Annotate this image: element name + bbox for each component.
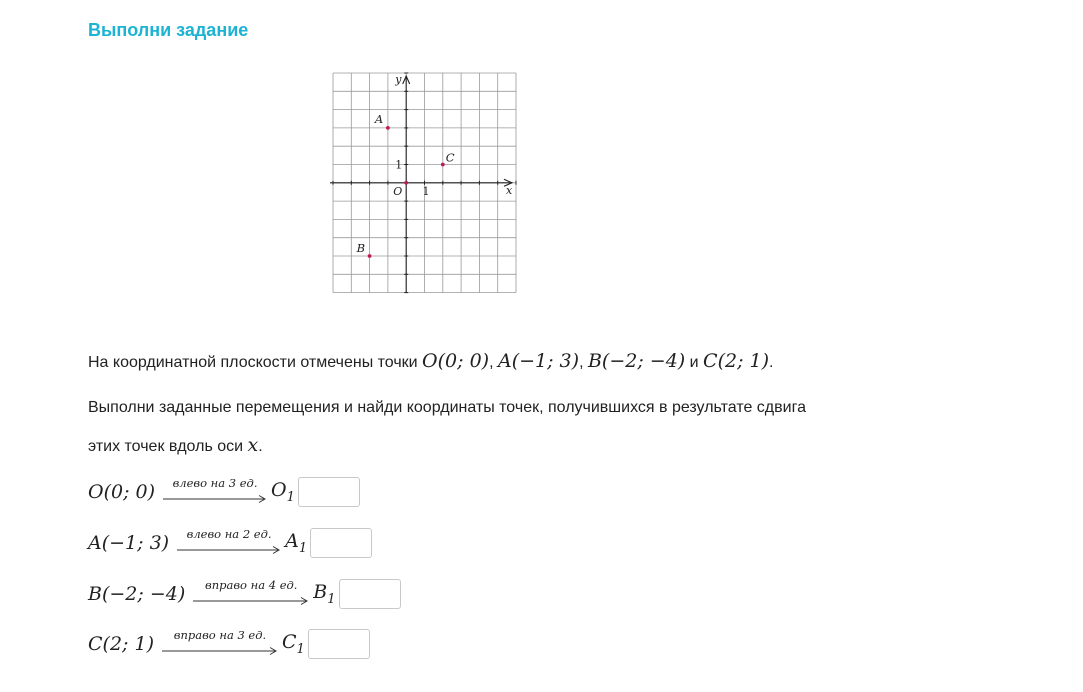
task-result-point bbox=[282, 631, 305, 657]
shift-arrow bbox=[163, 477, 267, 507]
comma: , bbox=[579, 354, 588, 371]
intro-text: На координатной плоскости отмечены точки bbox=[88, 354, 423, 371]
point-label-c: C bbox=[445, 150, 455, 165]
point-label-b: B bbox=[356, 241, 366, 255]
point-o-coords: O(0; 0) bbox=[422, 350, 490, 372]
instruction-line: Выполни заданные перемещения и найди координаты точек, получившихся в результате сдвига bbox=[88, 399, 806, 416]
result-letter: A bbox=[285, 530, 299, 553]
instruction-text: этих точек вдоль оси bbox=[88, 438, 248, 455]
origin-label: O bbox=[393, 184, 403, 198]
result-letter: O bbox=[271, 479, 287, 502]
coordinate-plane bbox=[330, 70, 518, 295]
point-a-coords: A(−1; 3) bbox=[497, 350, 580, 372]
shift-arrow bbox=[177, 528, 281, 558]
task-row bbox=[88, 576, 401, 612]
arrow-right-icon bbox=[162, 647, 278, 655]
period: . bbox=[769, 354, 774, 371]
shift-label: влево на 2 ед. bbox=[186, 527, 272, 541]
result-letter: C bbox=[281, 631, 297, 654]
axis-name: x bbox=[247, 434, 259, 456]
shift-label: вправо на 3 ед. bbox=[173, 628, 267, 642]
point-o bbox=[404, 181, 408, 185]
comma: , bbox=[489, 354, 498, 371]
answer-input-a1[interactable] bbox=[310, 528, 372, 558]
answer-input-o1[interactable] bbox=[298, 477, 360, 507]
point-c bbox=[441, 163, 445, 167]
shift-arrow bbox=[193, 579, 309, 609]
task-result-point bbox=[285, 530, 307, 556]
result-subscript: 1 bbox=[298, 540, 308, 556]
arrow-right-icon bbox=[163, 495, 267, 503]
point-b-coords: B(−2; −4) bbox=[587, 350, 686, 372]
task-from-point: O(0; 0) bbox=[88, 481, 156, 503]
arrow-right-icon bbox=[177, 546, 281, 554]
answer-input-c1[interactable] bbox=[308, 629, 370, 659]
task-result-point bbox=[313, 581, 335, 607]
task-result-point bbox=[271, 479, 295, 505]
point-a bbox=[386, 126, 390, 130]
x-unit-label: 1 bbox=[422, 184, 430, 198]
shift-label: вправо на 4 ед. bbox=[205, 578, 298, 592]
task-row bbox=[88, 626, 370, 662]
task-row bbox=[88, 525, 372, 561]
y-axis-label: y bbox=[395, 73, 402, 86]
arrow-right-icon bbox=[193, 597, 309, 605]
result-letter: B bbox=[313, 581, 328, 604]
point-c-coords: C(2; 1) bbox=[703, 350, 770, 372]
result-subscript: 1 bbox=[327, 591, 336, 607]
result-subscript: 1 bbox=[296, 641, 305, 657]
page-title: Выполни задание bbox=[88, 20, 249, 40]
coordinate-plane-svg bbox=[330, 70, 518, 295]
shift-arrow bbox=[162, 629, 278, 659]
task-row bbox=[88, 474, 360, 510]
task-from-point: B(−2; −4) bbox=[88, 583, 186, 605]
x-axis-label: x bbox=[506, 183, 513, 197]
instruction-line-2 bbox=[88, 434, 263, 456]
y-unit-label: 1 bbox=[395, 158, 403, 172]
answer-input-b1[interactable] bbox=[339, 579, 401, 609]
task-from-point: C(2; 1) bbox=[88, 633, 154, 655]
intro-line bbox=[88, 350, 773, 372]
result-subscript: 1 bbox=[286, 489, 295, 505]
shift-label: влево на 3 ед. bbox=[172, 476, 258, 490]
conjunction: и bbox=[685, 354, 704, 371]
point-label-a: A bbox=[374, 111, 384, 126]
point-b bbox=[368, 254, 372, 258]
period: . bbox=[258, 438, 263, 455]
task-from-point: A(−1; 3) bbox=[88, 532, 170, 554]
